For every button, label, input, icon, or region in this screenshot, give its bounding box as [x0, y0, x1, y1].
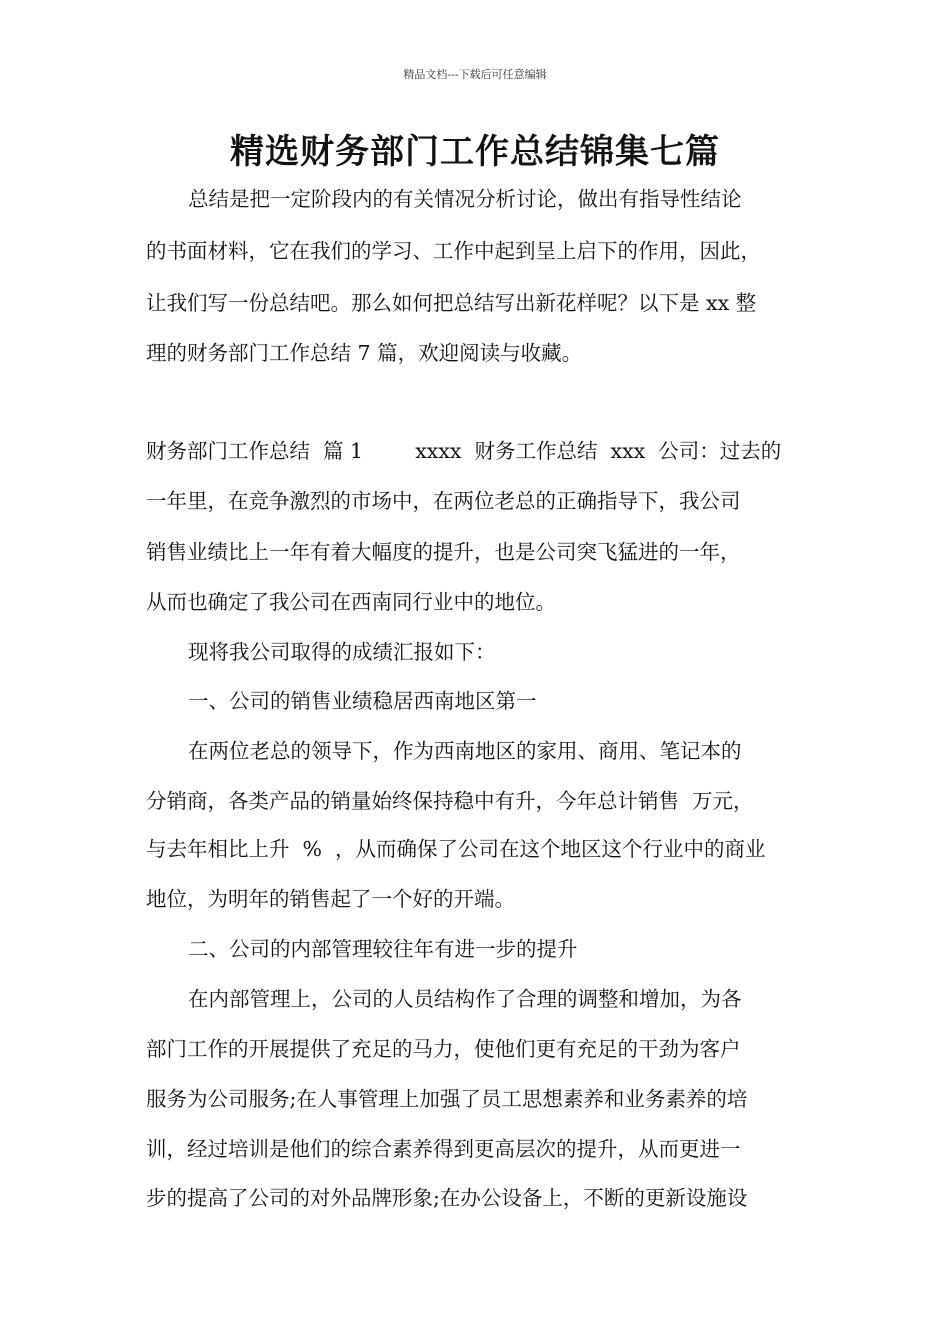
body-line: 销售业绩比上一年有着大幅度的提升，也是公司突飞猛进的一年，: [146, 540, 741, 564]
body-line: 的书面材料，它在我们的学习、工作中起到呈上启下的作用，因此，: [146, 239, 761, 263]
body-line: 分销商，各类产品的销量始终保持稳中有升，今年总计销售 万元，: [146, 789, 754, 813]
body-line: 与去年相比上升 % ，从而确保了公司在这个地区这个行业中的商业: [146, 837, 766, 861]
body-line: 服务为公司服务;在人事管理上加强了员工思想素养和业务素养的培: [146, 1087, 748, 1111]
body-line: 让我们写一份总结吧。那么如何把总结写出新花样呢？以下是 xx 整: [146, 291, 757, 315]
body-line: 训，经过培训是他们的综合素养得到更高层次的提升，从而更进一: [146, 1137, 741, 1161]
header-note: 精品文档---下载后可任意编辑: [403, 68, 547, 81]
body-line: 总结是把一定阶段内的有关情况分析讨论，做出有指导性结论: [188, 187, 742, 211]
document-title: 精选财务部门工作总结锦集七篇: [230, 132, 720, 172]
section-heading: 二、公司的内部管理较往年有进一步的提升: [188, 937, 578, 961]
body-line: 在两位老总的领导下，作为西南地区的家用、商用、笔记本的: [188, 739, 742, 763]
body-line: 财务部门工作总结 篇 1 xxxx 财务工作总结 xxx 公司：过去的: [146, 439, 782, 463]
body-line: 地位，为明年的销售起了一个好的开端。: [146, 887, 515, 911]
body-line: 部门工作的开展提供了充足的马力，使他们更有充足的干劲为客户: [146, 1037, 741, 1061]
section-heading: 一、公司的销售业绩稳居西南地区第一: [188, 689, 537, 713]
body-line: 理的财务部门工作总结 7 篇，欢迎阅读与收藏。: [146, 341, 583, 365]
body-line: 从而也确定了我公司在西南同行业中的地位。: [146, 590, 556, 614]
body-line: 在内部管理上，公司的人员结构作了合理的调整和增加，为各: [188, 987, 742, 1011]
body-line: 现将我公司取得的成绩汇报如下：: [188, 640, 496, 664]
body-line: 一年里，在竞争激烈的市场中，在两位老总的正确指导下，我公司: [146, 489, 741, 513]
body-line: 步的提高了公司的对外品牌形象;在办公设备上，不断的更新设施设: [146, 1186, 748, 1210]
